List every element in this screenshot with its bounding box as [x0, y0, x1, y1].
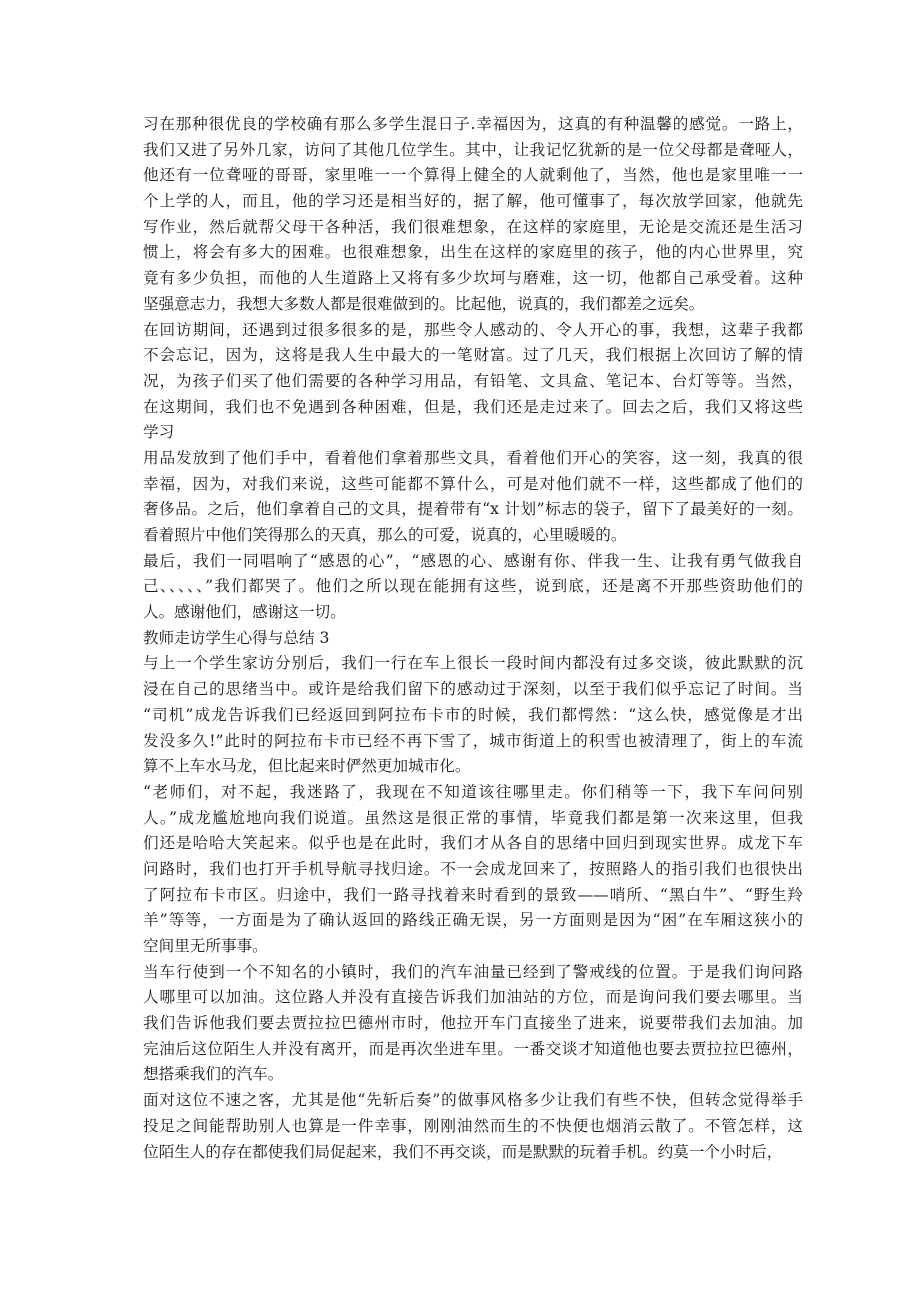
text-line: 当车行使到一个不知名的小镇时，我们的汽车油量已经到了警戒线的位置。于是我们询问路 — [143, 962, 803, 981]
text-line: 面对这位不速之客，尤其是他“先斩后奏”的做事风格多少让我们有些不快，但转念觉得举手 — [143, 1091, 803, 1110]
text-line: 人哪里可以加油。这位路人并没有直接告诉我们加油站的方位，而是询问我们要去哪里。当 — [143, 988, 803, 1007]
text-line: 学习 — [143, 423, 175, 442]
text-line: 在回访期间，还遇到过很多很多的是，那些令人感动的、令人开心的事，我想，这辈子我都 — [143, 320, 803, 339]
paragraph — [143, 549, 803, 626]
text-line: 们还是哈哈大笑起来。似乎也是在此时，我们才从各自的思绪中回归到现实世界。成龙下车 — [143, 834, 803, 853]
paragraph — [143, 318, 803, 446]
paragraph — [143, 960, 803, 1088]
text-line: 空间里无所事事。 — [143, 937, 268, 955]
text-line: 我们又进了另外几家，访问了其他几位学生。其中，让我记忆犹新的是一位父母都是聋哑人， — [143, 140, 803, 159]
text-line: 位陌生人的存在都使我们局促起来，我们不再交谈，而是默默的玩着手机。约莫一个小时后， — [143, 1142, 783, 1161]
text-line: 惯上，将会有多大的困难。也很难想象，出生在这样的家庭里的孩子，他的内心世界里，究 — [143, 243, 803, 262]
text-line: 人。”成龙尴尬地向我们说道。虽然这是很正常的事情，毕竟我们都是第一次来这里，但我 — [143, 808, 803, 827]
text-line: 个上学的人，而且，他的学习还是相当好的，据了解，他可懂事了，每次放学回家，他就先 — [143, 192, 803, 211]
text-line: 坚强意志力，我想大多数人都是很难做到的。比起他，说真的，我们都差之远矣。 — [143, 294, 705, 313]
paragraph — [143, 446, 803, 549]
text-line: 教师走访学生心得与总结 3 — [143, 628, 330, 647]
text-line: 习在那种很优良的学校确有那么多学生混日子.幸福因为，这真的有种温馨的感觉。一路上， — [143, 115, 803, 133]
text-line: “老师们，对不起，我迷路了，我现在不知道该往哪里走。你们稍等一下，我下车问问别 — [143, 782, 803, 801]
text-line: 在这期间，我们也不免遇到各种困难，但是，我们还是走过来了。回去之后，我们又将这些 — [143, 397, 803, 416]
text-line: 况，为孩子们买了他们需要的各种学习用品，有铅笔、文具盒、笔记本、台灯等等。当然， — [143, 371, 803, 390]
text-line: 不会忘记，因为，这将是我人生中最大的一笔财富。过了几天，我们根据上次回访了解的情 — [143, 346, 803, 365]
paragraph — [143, 780, 803, 960]
text-line: 羊”等等，一方面是为了确认返回的路线正确无误，另一方面则是因为“困”在车厢这狭小的 — [143, 911, 803, 930]
paragraph — [143, 651, 803, 779]
text-line: “司机”成龙告诉我们已经返回到阿拉布卡市的时候，我们都愕然：“这么快，感觉像是才出 — [143, 705, 803, 724]
text-line: 人。感谢他们，感谢这一切。 — [143, 603, 346, 622]
text-line: 幸福，因为，对我们来说，这些可能都不算什么，可是对他们就不一样，这些都成了他们的 — [143, 474, 803, 493]
text-line: 奢侈品。之后，他们拿着自己的文具，提着带有“x 计划”标志的袋子，留下了最美好的一刻。 — [143, 500, 803, 519]
text-line: 了阿拉布卡市区。归途中，我们一路寻找着来时看到的景致——哨所、“黑白牛”、“野生羚 — [143, 885, 803, 904]
text-line: 用品发放到了他们手中，看着他们拿着那些文具，看着他们开心的笑容，这一刻，我真的很 — [143, 448, 803, 467]
text-line: 我们告诉他我们要去贾拉拉巴德州市时，他拉开车门直接坐了进来，说要带我们去加油。加 — [143, 1014, 803, 1033]
text-line: 看着照片中他们笑得那么的天真，那么的可爱，说真的，心里暖暖的。 — [143, 526, 627, 544]
paragraph — [143, 112, 803, 318]
text-line: 最后，我们一同唱响了“感恩的心”，“感恩的心、感谢有你、伴我一生、让我有勇气做我自 — [143, 551, 803, 570]
text-line: 他还有一位聋哑的哥哥，家里唯一一个算得上健全的人就剩他了，当然，他也是家里唯一一 — [143, 166, 803, 185]
text-line: 投足之间能帮助别人也算是一件幸事，刚刚油然而生的不快便也烟消云散了。不管怎样，这 — [143, 1116, 803, 1135]
text-line: 问路时，我们也打开手机导航寻找归途。不一会成龙回来了，按照路人的指引我们也很快出 — [143, 859, 803, 878]
text-line: 浸在自己的思绪当中。或许是给我们留下的感动过于深刻，以至于我们似乎忘记了时间。当 — [143, 680, 803, 699]
text-line: 己、、、、、”我们都哭了。他们之所以现在能拥有这些，说到底，还是离不开那些资助他们的 — [143, 577, 803, 596]
text-line: 发没多久!”此时的阿拉布卡市已经不再下雪了，城市街道上的积雪也被清理了，街上的车流 — [143, 731, 803, 750]
document-page — [143, 112, 803, 1165]
text-line: 写作业，然后就帮父母干各种活，我们很难想象，在这样的家庭里，无论是交流还是生活习 — [143, 217, 803, 236]
text-line: 竟有多少负担，而他的人生道路上又将有多少坎坷与磨难，这一切，他都自己承受着。这种 — [143, 269, 803, 288]
paragraph — [143, 1088, 803, 1165]
text-line: 算不上车水马龙，但比起来时俨然更加城市化。 — [143, 757, 471, 776]
text-line: 想搭乘我们的汽车。 — [143, 1065, 284, 1084]
section-heading — [143, 626, 803, 652]
text-line: 与上一个学生家访分别后，我们一行在车上很长一段时间内都没有过多交谈，彼此默默的沉 — [143, 654, 803, 673]
text-line: 完油后这位陌生人并没有离开，而是再次坐进车里。一番交谈才知道他也要去贾拉拉巴德州， — [143, 1039, 803, 1058]
